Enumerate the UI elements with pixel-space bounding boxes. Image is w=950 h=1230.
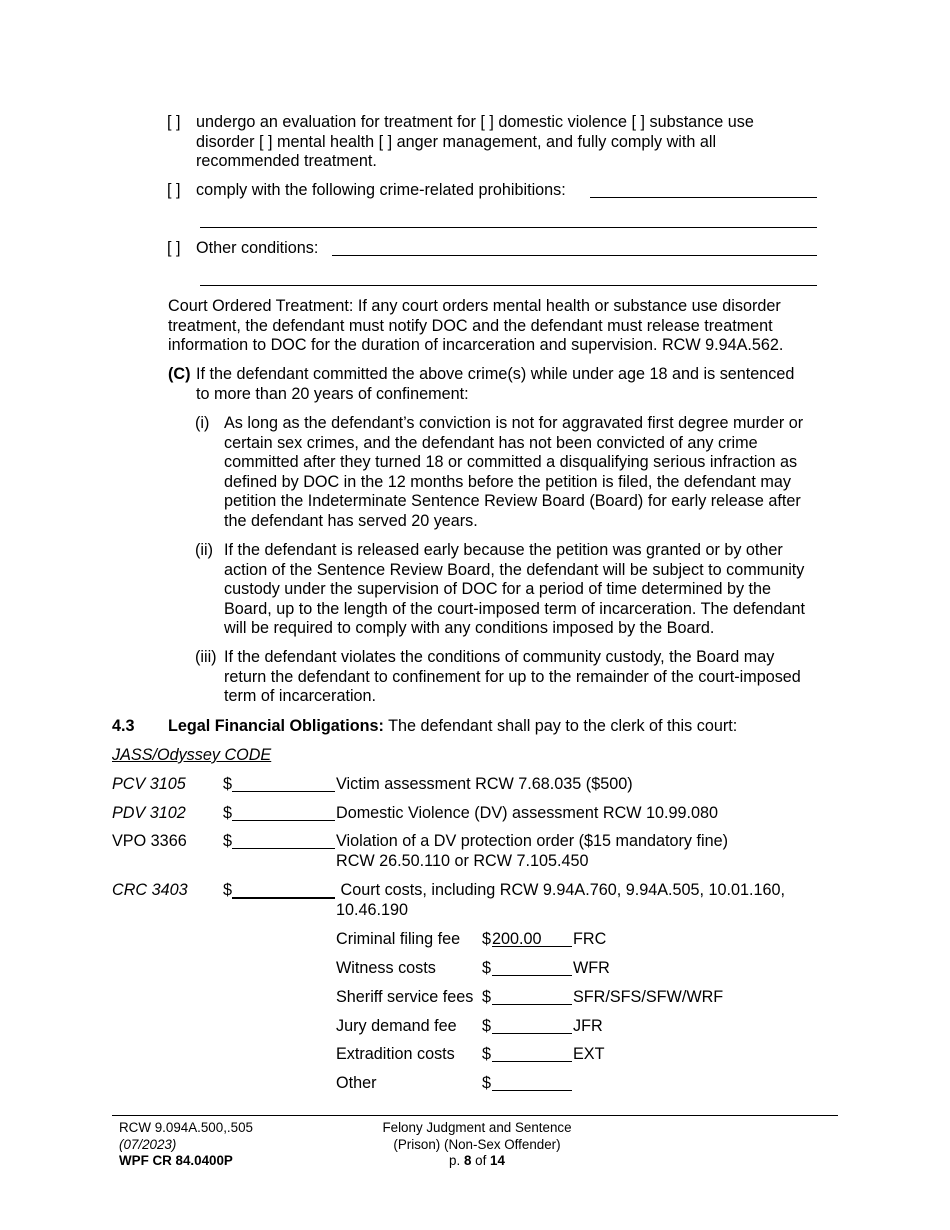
- checkbox-other-conditions[interactable]: [ ]: [167, 239, 181, 257]
- dollar-sign: $: [482, 988, 492, 1006]
- section-4-3-text: The defendant shall pay to the clerk of this court:: [388, 717, 738, 735]
- footer-center: [332, 1120, 622, 1170]
- dv-assessment-amount[interactable]: [232, 804, 335, 821]
- fee-label: Extradition costs: [336, 1045, 455, 1063]
- obligation-code: PDV 3102: [112, 804, 186, 822]
- section-4-3-heading: [168, 717, 848, 737]
- footer-subtitle: (Prison) (Non-Sex Offender): [393, 1136, 561, 1152]
- item-ii-text: If the defendant is released early because the petition was granted or by other action of the Sentence Review Board, the defendant will be subject to community custody under the supervision of DOC for a period of time determined by the Board, up to the length of the court-imposed term of incarceration. The defendant will be required to comply with any conditions imposed by the Board.: [224, 541, 806, 638]
- item-iii-text: If the defendant violates the conditions of community custody, the Board may return the defendant to confinement for up to the remainder of the court-imposed term of incarceration.: [224, 648, 801, 706]
- obligation-description: Court costs, including RCW 9.94A.760, 9.94A.505, 10.01.160, 10.46.190: [336, 881, 786, 919]
- fee-label: Criminal filing fee: [336, 930, 461, 948]
- jury-demand-fee-amount[interactable]: [492, 1017, 572, 1034]
- other-conditions-blank-1[interactable]: [332, 255, 817, 256]
- victim-assessment-amount[interactable]: [232, 775, 335, 792]
- fee-code: EXT: [573, 1045, 605, 1063]
- fee-label: Witness costs: [336, 959, 436, 977]
- section-c-intro: If the defendant committed the above crime(s) while under age 18 and is sentenced to more than 20 years of confinement:: [196, 365, 795, 403]
- court-ordered-treatment: Court Ordered Treatment: If any court orders mental health or substance use disorder treatment, the defendant must notify DOC and the defendant must release treatment information to DOC for the duration of incarceration and supervision. RCW 9.94A.562.: [168, 297, 784, 355]
- dollar-sign: $: [223, 775, 233, 793]
- criminal-filing-fee-amount[interactable]: 200.00: [492, 930, 572, 947]
- footer-left: [119, 1120, 253, 1170]
- fee-code: JFR: [573, 1017, 603, 1035]
- other-conditions-blank-2[interactable]: [200, 285, 817, 286]
- footer-form-number: WPF CR 84.0400P: [119, 1153, 233, 1168]
- dollar-sign: $: [482, 1017, 492, 1035]
- checkbox-evaluation[interactable]: [ ]: [167, 113, 181, 131]
- checkbox-prohibitions[interactable]: [ ]: [167, 181, 181, 199]
- section-4-3-number: 4.3: [112, 717, 135, 735]
- other-conditions-label: Other conditions:: [196, 239, 319, 257]
- fee-label: Sheriff service fees: [336, 988, 474, 1006]
- footer-date: (07/2023): [119, 1136, 177, 1152]
- dollar-sign: $: [223, 881, 233, 899]
- prohibitions-label: comply with the following crime-related prohibitions:: [196, 181, 566, 199]
- sheriff-service-fees-amount[interactable]: [492, 988, 572, 1005]
- footer-rcw: RCW 9.094A.500,.505: [119, 1120, 253, 1135]
- extradition-costs-amount[interactable]: [492, 1045, 572, 1062]
- dollar-sign: $: [223, 832, 233, 850]
- section-c-label: (C): [168, 365, 191, 383]
- fee-code: SFR/SFS/SFW/WRF: [573, 988, 724, 1006]
- other-fee-amount[interactable]: [492, 1074, 572, 1091]
- section-4-3-title: Legal Financial Obligations:: [168, 717, 384, 735]
- item-i-text: As long as the defendant’s conviction is not for aggravated first degree murder or certain sex crimes, and the defendant has not been convicted of any crime committed after they turned 18 or committed a disqualifying serious infraction as defined by DOC in the 12 months before the petition is filed, the defendant may petition the Indeterminate Sentence Review Board (Board) for early release after the defendant has served 20 years.: [224, 414, 804, 530]
- fee-label: Jury demand fee: [336, 1017, 457, 1035]
- witness-costs-amount[interactable]: [492, 959, 572, 976]
- footer-rule: [112, 1115, 838, 1116]
- dollar-sign: $: [223, 804, 233, 822]
- obligation-description: Domestic Violence (DV) assessment RCW 10.99.080: [336, 804, 719, 822]
- item-iii-number: (iii): [195, 648, 217, 666]
- dollar-sign: $: [482, 930, 492, 948]
- protection-order-fine-amount[interactable]: [232, 832, 335, 849]
- prohibitions-blank-1[interactable]: [590, 197, 817, 198]
- evaluation-condition: undergo an evaluation for treatment for [ ] domestic violence [ ] substance use disorder [ ] mental health [ ] anger management, and fully comply with all recommended treatment.: [196, 113, 754, 171]
- dollar-sign: $: [482, 959, 492, 977]
- obligation-description: Violation of a DV protection order ($15 mandatory fine) RCW 26.50.110 or RCW 7.105.450: [336, 832, 729, 870]
- footer-page-number: p. 8 of 14: [449, 1153, 505, 1168]
- item-ii-number: (ii): [195, 541, 213, 559]
- obligation-code: CRC 3403: [112, 881, 188, 899]
- item-i-number: (i): [195, 414, 210, 432]
- fee-code: FRC: [573, 930, 607, 948]
- obligation-code: VPO 3366: [112, 832, 187, 850]
- court-costs-amount[interactable]: [232, 881, 335, 899]
- obligation-code: PCV 3105: [112, 775, 186, 793]
- jass-odyssey-heading: JASS/Odyssey CODE: [112, 746, 272, 764]
- fee-label: Other: [336, 1074, 377, 1092]
- footer-title: Felony Judgment and Sentence: [382, 1120, 572, 1135]
- dollar-sign: $: [482, 1045, 492, 1063]
- prohibitions-blank-2[interactable]: [200, 227, 817, 228]
- obligation-description: Victim assessment RCW 7.68.035 ($500): [336, 775, 633, 793]
- fee-code: WFR: [573, 959, 610, 977]
- dollar-sign: $: [482, 1074, 492, 1092]
